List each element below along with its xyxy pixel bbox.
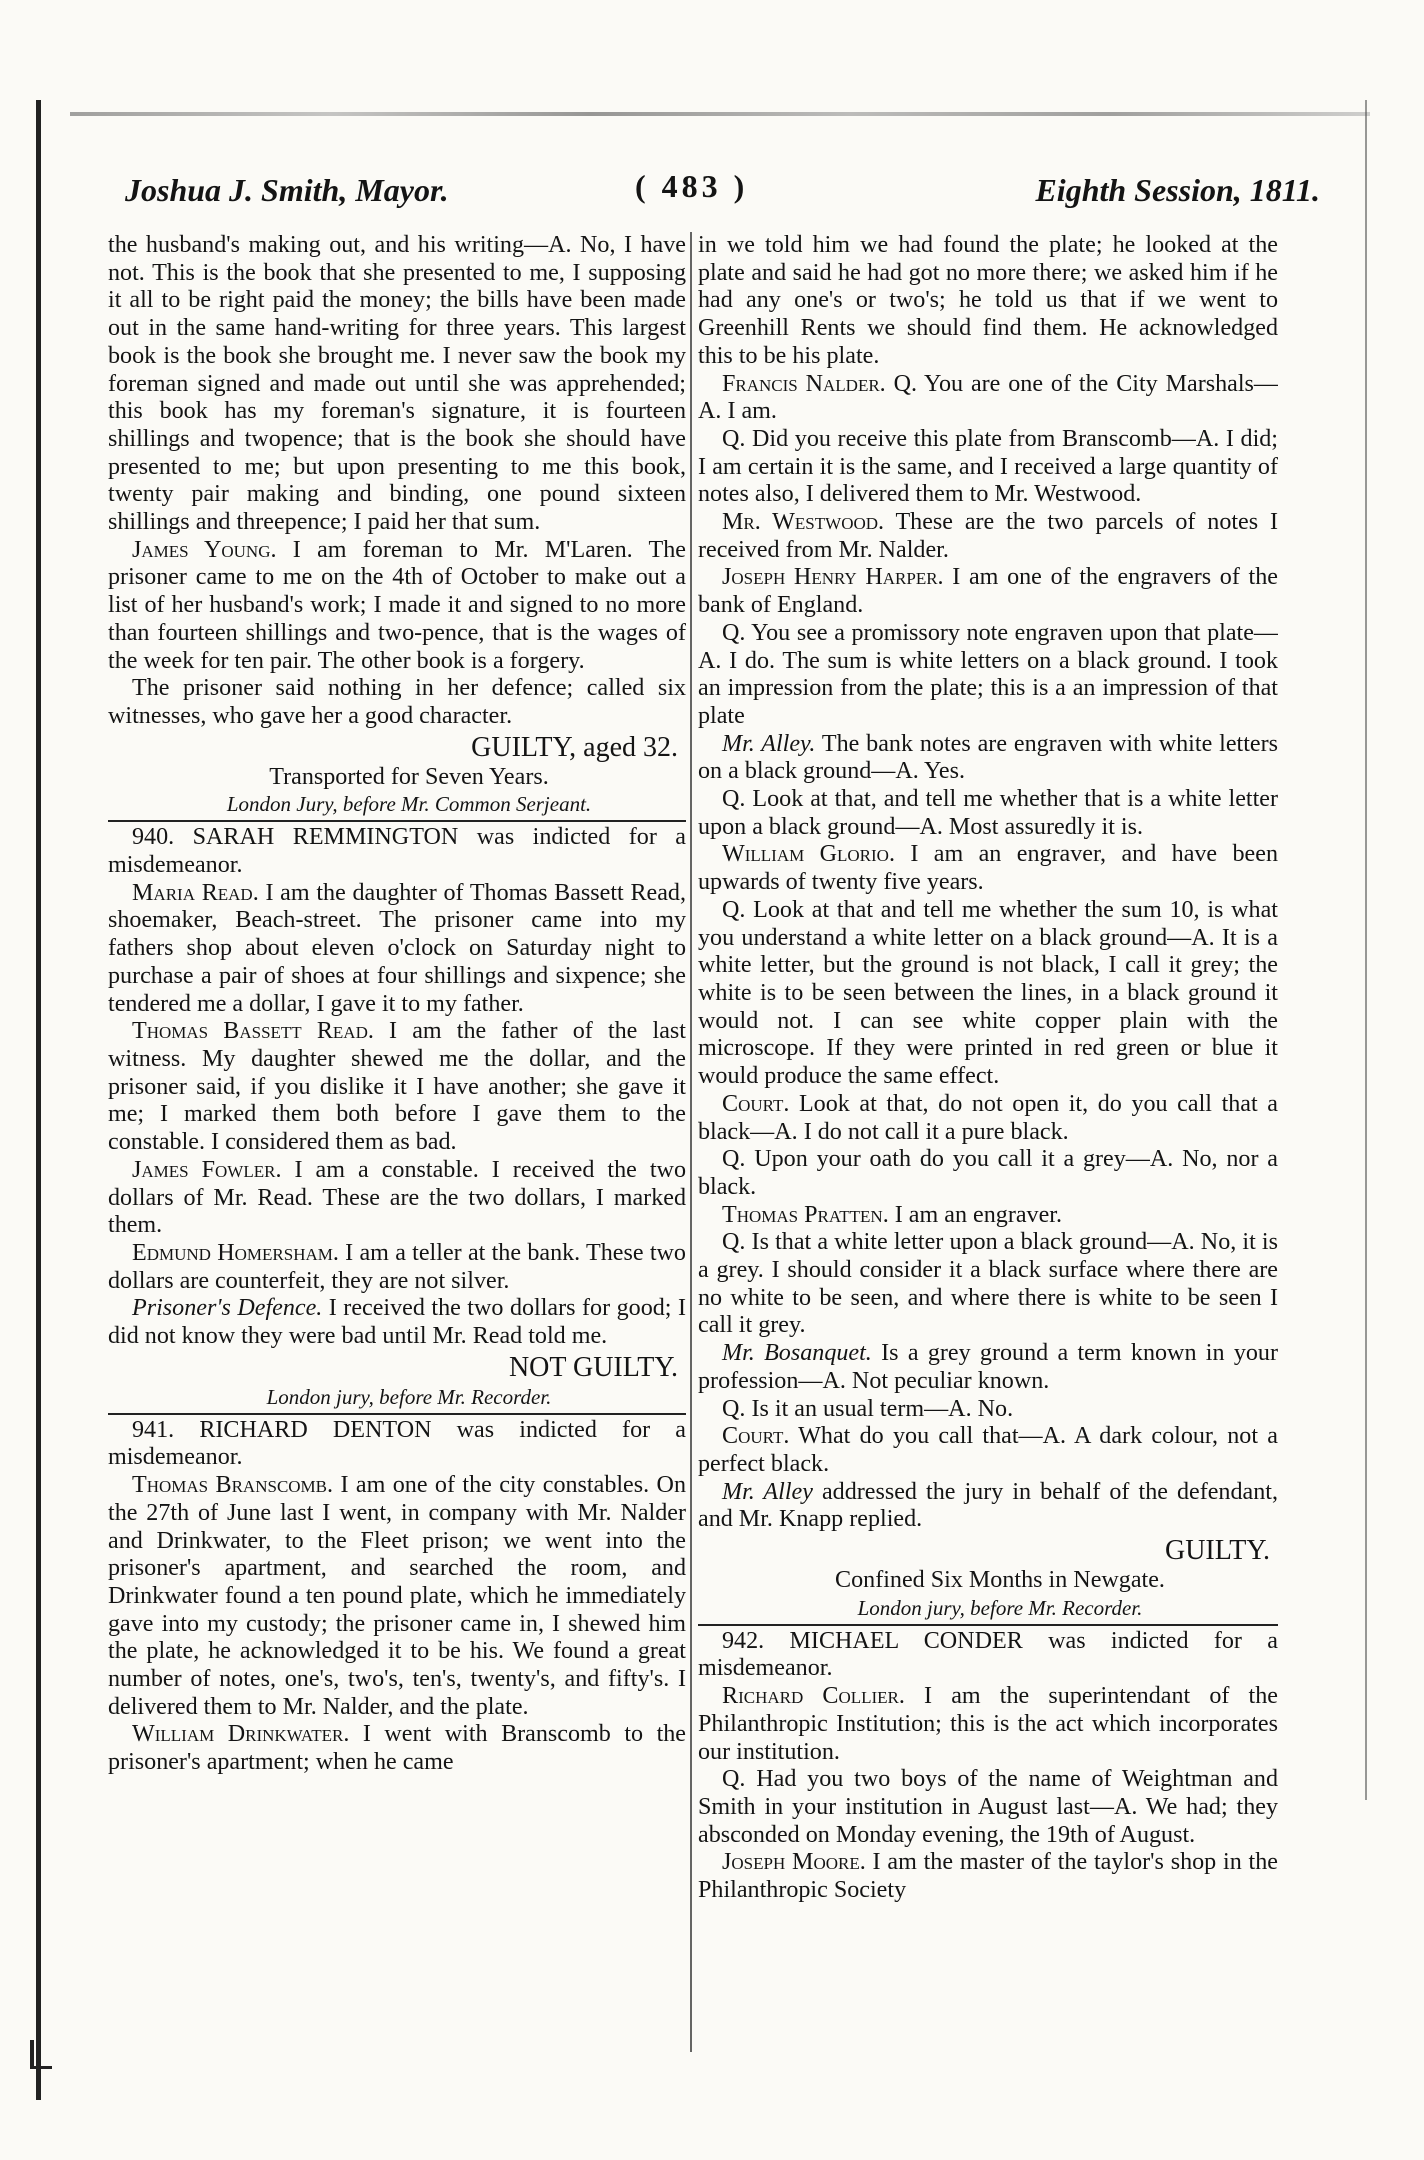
sentence: Transported for Seven Years. — [269, 763, 549, 790]
testimony: What do you call that—A. A dark colour, not a perfect black. — [698, 1423, 1278, 1477]
case-heading: 942. MICHAEL CONDER was indicted for a misdemeanor. — [698, 1627, 1278, 1682]
witness-name: William Drinkwater. — [132, 1721, 350, 1748]
testimony: I am the father of the last witness. My daughter shewed me the dollar, and the prisoner said, if you dislike it I have another; she gave it me; I marked them both before I gave them to the constable. I considered them as bad. — [108, 1018, 686, 1156]
paragraph: Q. Look at that, and tell me whether that is a white letter upon a black ground—A. Most assuredly it is. — [698, 786, 1278, 840]
paragraph: Q. Upon your oath do you call it a grey—A. No, nor a black. — [698, 1146, 1278, 1200]
scan-edge-top — [70, 112, 1370, 116]
column-left — [108, 232, 686, 2052]
binding-mark — [30, 2040, 52, 2069]
paragraph — [698, 841, 1278, 896]
paragraph: Q. Had you two boys of the name of Weightman and Smith in your institution in August last—A. We had; they absconded on Monday evening, the 19th of August. — [698, 1766, 1278, 1848]
jury-line: London jury, before Mr. Recorder. — [266, 1384, 552, 1409]
testimony: I am the superintendant of the Philanthropic Institution; this is the act which incorporates our institution. — [698, 1683, 1278, 1765]
counsel-name: Mr. Alley — [722, 1478, 813, 1505]
paragraph — [698, 731, 1278, 786]
witness-name: James Young. — [132, 536, 277, 563]
binding-edge — [36, 100, 41, 2100]
paragraph — [108, 1157, 686, 1240]
testimony: I am one of the city constables. On the 27th of June last I went, in company with Mr. Nalder and Drinkwater, to the Fleet prison; we went into the prisoner's apartment, and searched the room, and Drinkwater found a ten pound plate, which he immediately gave into my custody; the prisoner came in, I shewed him the plate, he acknowledged it to be his. We found a great number of notes, one's, two's, ten's, twenty's, and fifty's. I delivered them to Mr. Nalder, and the plate. — [108, 1472, 686, 1720]
testimony: addressed the jury in behalf of the defendant, and Mr. Knapp replied. — [698, 1478, 1278, 1533]
header-mayor: Joshua J. Smith, Mayor. — [125, 172, 449, 208]
case-heading: 941. RICHARD DENTON was indicted for a misdemeanor. — [108, 1416, 686, 1471]
paragraph — [108, 1721, 686, 1776]
paragraph: Q. Did you receive this plate from Branscomb—A. I did; I am certain it is the same, and I received a large quantity of notes also, I delivered them to Mr. Westwood. — [698, 425, 1278, 508]
witness-name: Edmund Homersham. — [132, 1239, 339, 1266]
header-session: Eighth Session, 1811. — [1035, 172, 1320, 208]
case-heading: 940. SARAH REMMINGTON was indicted for a misdemeanor. — [108, 824, 686, 879]
witness-name: Thomas Bassett Read. — [132, 1018, 374, 1045]
testimony: I received the two dollars for good; I did not know they were bad until Mr. Read told me. — [108, 1295, 686, 1350]
paragraph — [698, 1423, 1278, 1478]
witness-name: William Glorio. — [722, 841, 895, 868]
case-separator — [108, 1413, 686, 1415]
page-edge-right — [1365, 100, 1367, 1800]
testimony: I am a teller at the bank. These two dollars are counterfeit, they are not silver. — [108, 1239, 686, 1294]
paragraph: Q. Is that a white letter upon a black ground—A. No, it is a grey. I should consider it a black surface where there are no white to be seen, and where there is white to be seen I call it grey. — [698, 1229, 1278, 1339]
case-separator — [698, 1624, 1278, 1626]
witness-name: Richard Collier. — [722, 1683, 905, 1710]
paragraph — [108, 1018, 686, 1157]
witness-name: Court. — [722, 1423, 790, 1450]
paragraph — [698, 1340, 1278, 1395]
testimony: I am the master of the taylor's shop in the Philanthropic Society — [698, 1849, 1278, 1904]
jury-line: London jury, before Mr. Recorder. — [857, 1595, 1143, 1620]
paragraph — [108, 880, 686, 1019]
paragraph — [108, 1240, 686, 1295]
paragraph: The prisoner said nothing in her defence; called six witnesses, who gave her a good character. — [108, 675, 686, 729]
paragraph: Q. You see a promissory note engraven upon that plate—A. I do. The sum is white letters on a black ground. I took an impression from the plate; this is a an impression of that plate — [698, 619, 1278, 729]
testimony: These are the two parcels of notes I received from Mr. Nalder. — [698, 509, 1278, 563]
witness-name: Thomas Pratten. — [722, 1201, 889, 1228]
testimony: I am an engraver. — [888, 1201, 1062, 1228]
paragraph — [698, 1479, 1278, 1534]
witness-name: Francis Nalder. — [722, 370, 886, 397]
paragraph: Q. Look at that and tell me whether the sum 10, is what you understand a white letter on a black ground—A. It is a white letter, but the ground is not black, I call it grey; the white is to be seen between the lines, in a black ground it would not. I can see white copper plain with the microscope. If they were printed in red green or blue it would produce the same effect. — [698, 896, 1278, 1090]
paragraph — [698, 1849, 1278, 1904]
counsel-name: Mr. Bosanquet. — [722, 1340, 872, 1367]
verdict: GUILTY. — [1164, 1535, 1270, 1567]
defence-label: Prisoner's Defence. — [132, 1295, 323, 1322]
witness-name: Joseph Henry Harper. — [722, 564, 944, 591]
testimony: I am the daughter of Thomas Bassett Read, shoemaker, Beach-street. The prisoner came into my fathers shop about eleven o'clock on Saturday night to purchase a pair of shoes at four shillings and sixpence; she tendered me a dollar, I gave it to my father. — [108, 879, 686, 1017]
witness-name: Joseph Moore. — [722, 1849, 866, 1876]
paragraph — [698, 1202, 1278, 1230]
testimony: Look at that, do not open it, do you call that a black—A. I do not call it a pure black. — [698, 1090, 1278, 1145]
paragraph: in we told him we had found the plate; he looked at the plate and said he had got no more there; we asked him if he had any one's or two's; he told us that if we went to Greenhill Rents we should find them. He acknowledged this to be his plate. — [698, 232, 1278, 369]
sentence: Confined Six Months in Newgate. — [835, 1567, 1165, 1594]
paragraph — [698, 509, 1278, 564]
paragraph: the husband's making out, and his writing—A. No, I have not. This is the book that she presented to me, I supposing it all to be right paid the money; the bills have been made out in the same hand-writing for three years. This largest book is the book she brought me. I never saw the book my foreman signed and made out until she was apprehended; this book has my foreman's signature, it is fourteen shillings and twopence; that is the book she should have presented to me; but upon presenting to me this book, twenty pair making and binding, one pound sixteen shillings and threepence; I paid her that sum. — [108, 232, 686, 536]
paragraph — [698, 1683, 1278, 1766]
testimony: Q. You are one of the City Marshals—A. I am. — [698, 370, 1278, 425]
column-right — [698, 232, 1278, 2052]
witness-name: Thomas Branscomb. — [132, 1472, 334, 1499]
testimony: I went with Branscomb to the prisoner's apartment; when he came — [108, 1721, 686, 1776]
verdict: NOT GUILTY. — [508, 1351, 678, 1383]
testimony: Is a grey ground a term known in your profession—A. Not peculiar known. — [698, 1340, 1278, 1394]
paragraph — [108, 1472, 686, 1721]
jury-line: London Jury, before Mr. Common Serjeant. — [226, 792, 592, 817]
witness-name: James Fowler. — [132, 1156, 282, 1183]
witness-name: Court. — [722, 1090, 790, 1117]
case-separator — [108, 820, 686, 822]
paragraph — [108, 537, 686, 676]
witness-name: Maria Read. — [132, 879, 259, 906]
paragraph — [698, 564, 1278, 619]
page-number: ( 483 ) — [635, 168, 749, 204]
paragraph — [698, 1091, 1278, 1146]
testimony: I am one of the engravers of the bank of England. — [698, 564, 1278, 619]
counsel-name: Mr. Alley. — [722, 730, 816, 757]
running-header — [125, 168, 1320, 216]
verdict: GUILTY, aged 32. — [471, 731, 678, 763]
paragraph — [698, 371, 1278, 426]
paragraph — [108, 1295, 686, 1350]
column-divider — [690, 232, 692, 2052]
witness-name: Mr. Westwood. — [722, 509, 885, 536]
paragraph: Q. Is it an usual term—A. No. — [722, 1395, 1014, 1422]
testimony: I am an engraver, and have been upwards of twenty five years. — [698, 841, 1278, 896]
testimony: The bank notes are engraven with white letters on a black ground—A. Yes. — [698, 730, 1278, 785]
testimony: I am foreman to Mr. M'Laren. The prisoner came to me on the 4th of October to make out a list of her husband's work; I made it and signed to no more than fourteen shillings and two-pence, that is the wages of the week for ten pair. The other book is a forgery. — [108, 536, 686, 674]
testimony: I am a constable. I received the two dollars of Mr. Read. These are the two dollars, I marked them. — [108, 1156, 686, 1239]
